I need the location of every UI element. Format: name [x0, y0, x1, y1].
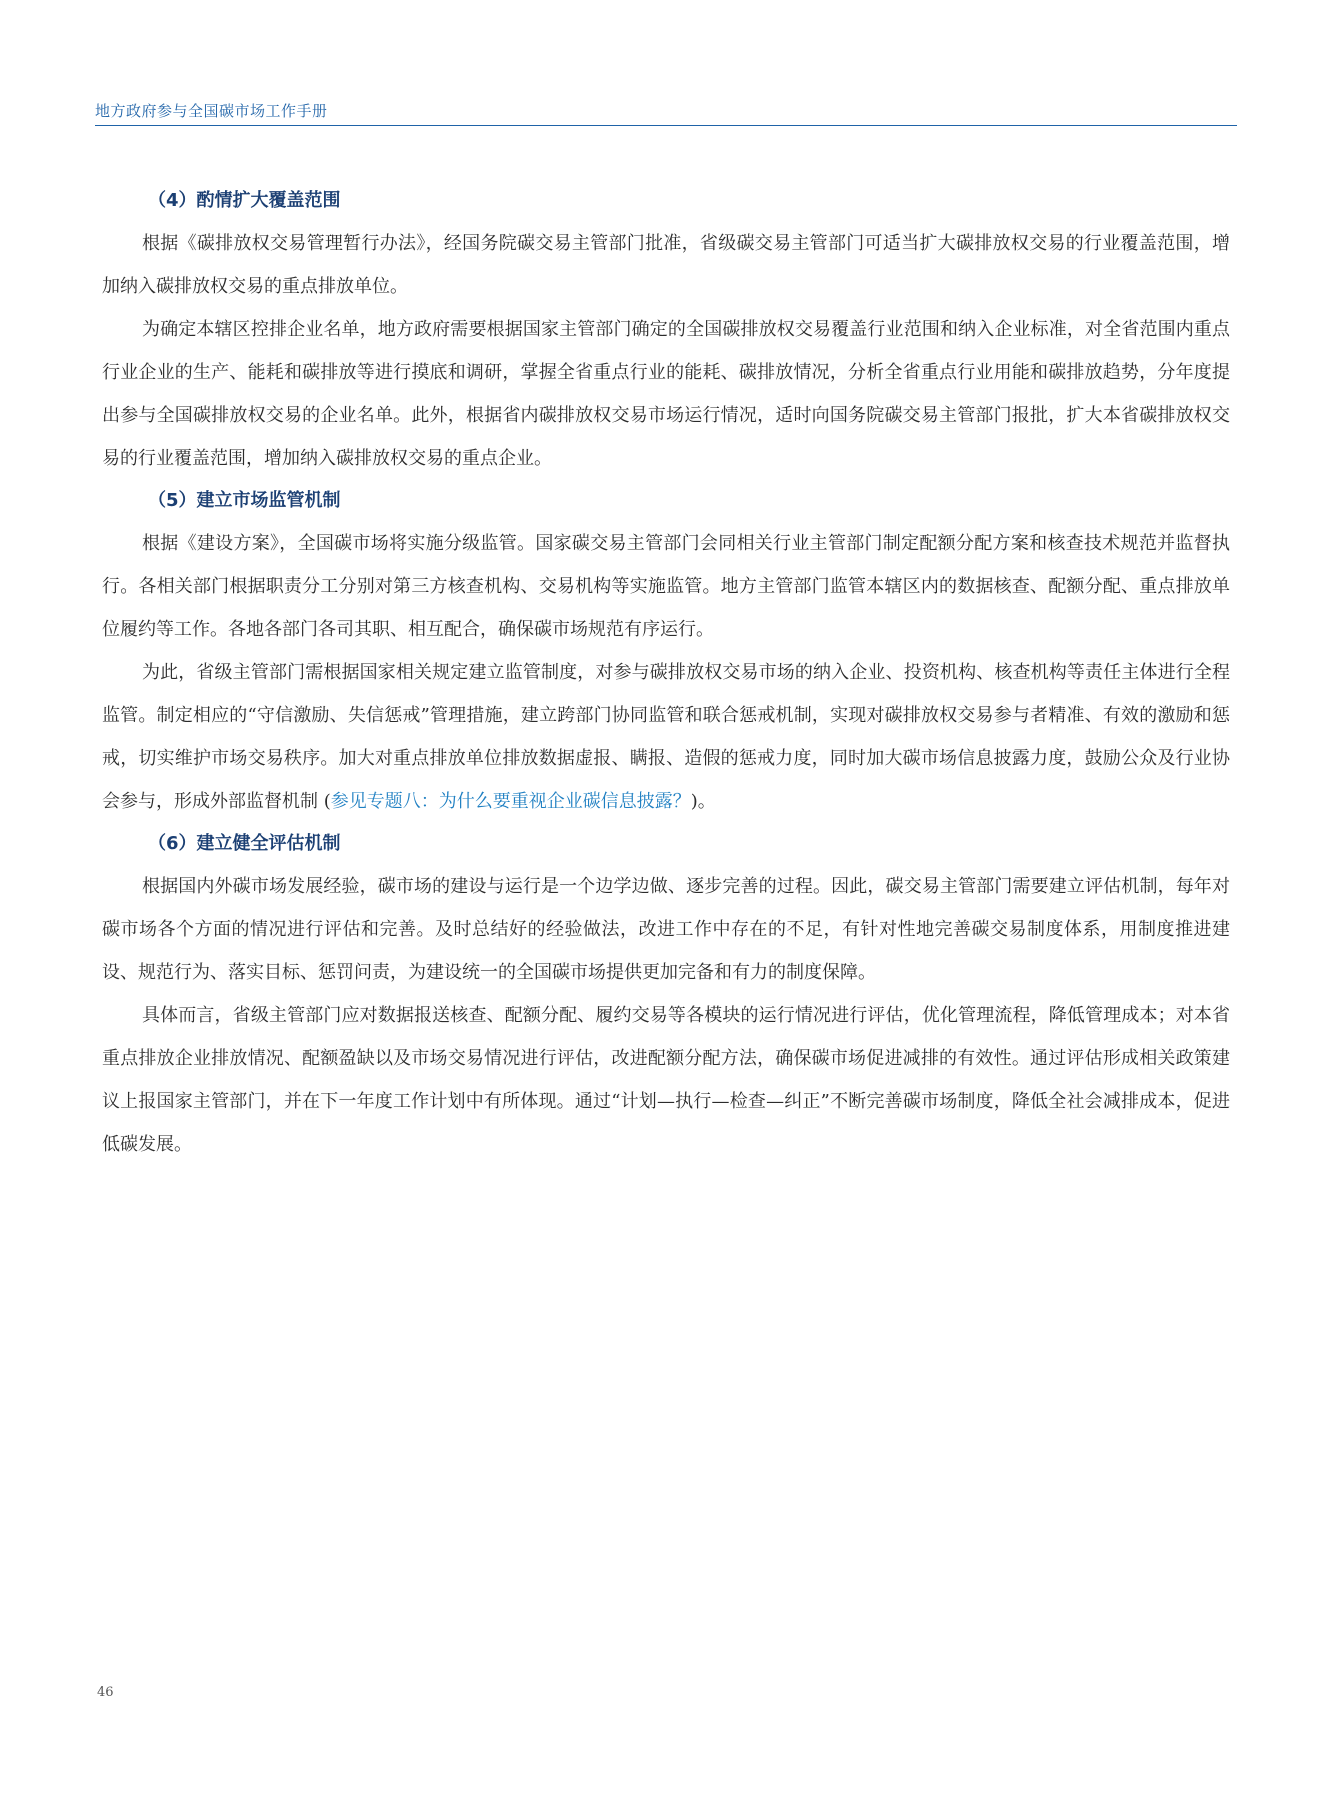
paragraph: 根据《建设方案》，全国碳市场将实施分级监管。国家碳交易主管部门会同相关行业主管部门制定配额分配方案和核查技术规范并监督执行。各相关部门根据职责分工分别对第三方核查机构、交易机构等实施监管。地方主管部门监管本辖区内的数据核查、配额分配、重点排放单位履约等工作。各地各部门各司其职、相互配合，确保碳市场规范有序运行。	[102, 533, 1230, 640]
paragraph: 为确定本辖区控排企业名单，地方政府需要根据国家主管部门确定的全国碳排放权交易覆盖行业范围和纳入企业标准，对全省范围内重点行业企业的生产、能耗和碳排放等进行摸底和调研，掌握全省重点行业的能耗、碳排放情况，分析全省重点行业用能和碳排放趋势，分年度提出参与全国碳排放权交易的企业名单。此外，根据省内碳排放权交易市场运行情况，适时向国务院碳交易主管部门报批，扩大本省碳排放权交易的行业覆盖范围，增加纳入碳排放权交易的重点企业。	[102, 319, 1230, 469]
paragraph-with-cross-reference	[102, 651, 1230, 823]
cross-reference-link[interactable]: 参见专题八：为什么要重视企业碳信息披露？	[330, 791, 691, 812]
paragraph: 根据《碳排放权交易管理暂行办法》，经国务院碳交易主管部门批准，省级碳交易主管部门可适当扩大碳排放权交易的行业覆盖范围，增加纳入碳排放权交易的重点排放单位。	[102, 233, 1230, 297]
page-body	[102, 186, 1230, 1166]
section-heading-4: （4）酌情扩大覆盖范围	[148, 190, 341, 211]
page-number: 46	[97, 1685, 114, 1700]
paragraph-suffix: )。	[690, 791, 716, 812]
section-heading-5: （5）建立市场监管机制	[148, 490, 341, 511]
paragraph: 具体而言，省级主管部门应对数据报送核查、配额分配、履约交易等各模块的运行情况进行评估，优化管理流程，降低管理成本；对本省重点排放企业排放情况、配额盈缺以及市场交易情况进行评估，改进配额分配方法，确保碳市场促进减排的有效性。通过评估形成相关政策建议上报国家主管部门，并在下一年度工作计划中有所体现。通过“计划—执行—检查—纠正”不断完善碳市场制度，降低全社会减排成本，促进低碳发展。	[102, 1005, 1230, 1155]
paragraph-text: 为此，省级主管部门需根据国家相关规定建立监管制度，对参与碳排放权交易市场的纳入企业、投资机构、核查机构等责任主体进行全程监管。制定相应的“守信激励、失信惩戒”管理措施，建立跨部门协同监管和联合惩戒机制，实现对碳排放权交易参与者精准、有效的激励和惩戒，切实维护市场交易秩序。加大对重点排放单位排放数据虚报、瞒报、造假的惩戒力度，同时加大碳市场信息披露力度，鼓励公众及行业协会参与，形成外部监督机制 (	[102, 662, 1230, 812]
running-header: 地方政府参与全国碳市场工作手册	[95, 102, 328, 120]
header-rule	[95, 125, 1237, 126]
paragraph: 根据国内外碳市场发展经验，碳市场的建设与运行是一个边学边做、逐步完善的过程。因此，碳交易主管部门需要建立评估机制，每年对碳市场各个方面的情况进行评估和完善。及时总结好的经验做法，改进工作中存在的不足，有针对性地完善碳交易制度体系，用制度推进建设、规范行为、落实目标、惩罚问责，为建设统一的全国碳市场提供更加完备和有力的制度保障。	[102, 876, 1230, 983]
section-heading-6: （6）建立健全评估机制	[148, 833, 341, 854]
